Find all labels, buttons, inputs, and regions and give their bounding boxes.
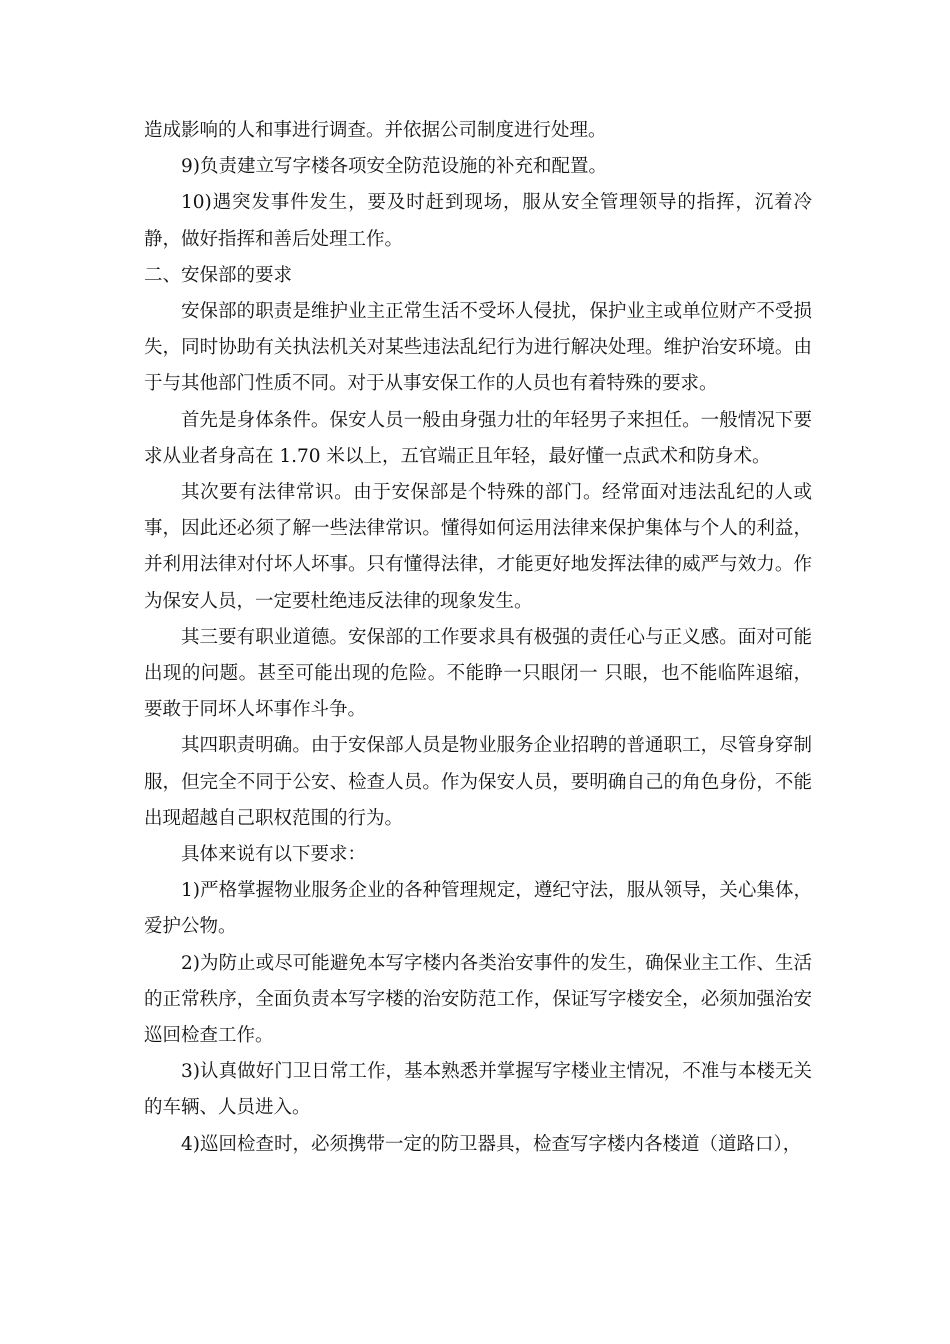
paragraph-requirement-2: 2)为防止或尽可能避免本写字楼内各类治安事件的发生，确保业主工作、生活的正常秩序，全面负责本写字楼的治安防范工作，保证写字楼安全，必须加强治安巡回检查工作。 xyxy=(144,952,812,1047)
paragraph-requirement-1: 1)严格掌握物业服务企业的各种管理规定，遵纪守法，服从领导，关心集体，爱护公物。 xyxy=(144,880,812,938)
paragraph-item-9: 9)负责建立写字楼各项安全防范设施的补充和配置。 xyxy=(181,156,607,178)
paragraph-ethics: 其三要有职业道德。安保部的工作要求具有极强的责任心与正义感。面对可能出现的问题。甚至可能出现的危险。不能睁一只眼闭一 只眼，也不能临阵退缩，要敢于同坏人坏事作斗争。 xyxy=(144,626,812,721)
paragraph-duties: 安保部的职责是维护业主正常生活不受坏人侵扰，保护业主或单位财产不受损失，同时协助有关执法机关对某些违法乱纪行为进行解决处理。维护治安环境。由于与其他部门性质不同。对于从事安保工作的人员也有着特殊的要求。 xyxy=(144,301,812,395)
paragraph-item-10: 10)遇突发事件发生，要及时赶到现场，服从安全管理领导的指挥，沉着冷静，做好指挥和善后处理工作。 xyxy=(144,192,812,250)
paragraph-responsibility: 其四职责明确。由于安保部人员是物业服务企业招聘的普通职工，尽管身穿制服，但完全不同于公安、检查人员。作为保安人员，要明确自己的角色身份，不能出现超越自己职权范围的行为。 xyxy=(144,735,812,829)
paragraph-requirements-intro: 具体来说有以下要求： xyxy=(181,844,367,866)
paragraph-physical: 首先是身体条件。保安人员一般由身强力壮的年轻男子来担任。一般情况下要求从业者身高在 1.70 米以上，五官端正且年轻，最好懂一点武术和防身术。 xyxy=(144,409,812,467)
document-body xyxy=(144,113,812,1163)
paragraph-law: 其次要有法律常识。由于安保部是个特殊的部门。经常面对违法乱纪的人或事，因此还必须了解一些法律常识。懂得如何运用法律来保护集体与个人的利益，并利用法律对付坏人坏事。只有懂得法律，才能更好地发挥法律的威严与效力。作为保安人员，一定要杜绝违反法律的现象发生。 xyxy=(144,482,812,612)
paragraph-requirement-4: 4)巡回检查时，必须携带一定的防卫器具，检查写字楼内各楼道（道路口）， xyxy=(181,1133,802,1155)
paragraph-requirement-3: 3)认真做好门卫日常工作，基本熟悉并掌握写字楼业主情况，不准与本楼无关的车辆、人员进入。 xyxy=(144,1061,812,1119)
section-heading: 二、安保部的要求 xyxy=(144,264,293,286)
paragraph-continuation: 造成影响的人和事进行调查。并依据公司制度进行处理。 xyxy=(144,120,607,141)
